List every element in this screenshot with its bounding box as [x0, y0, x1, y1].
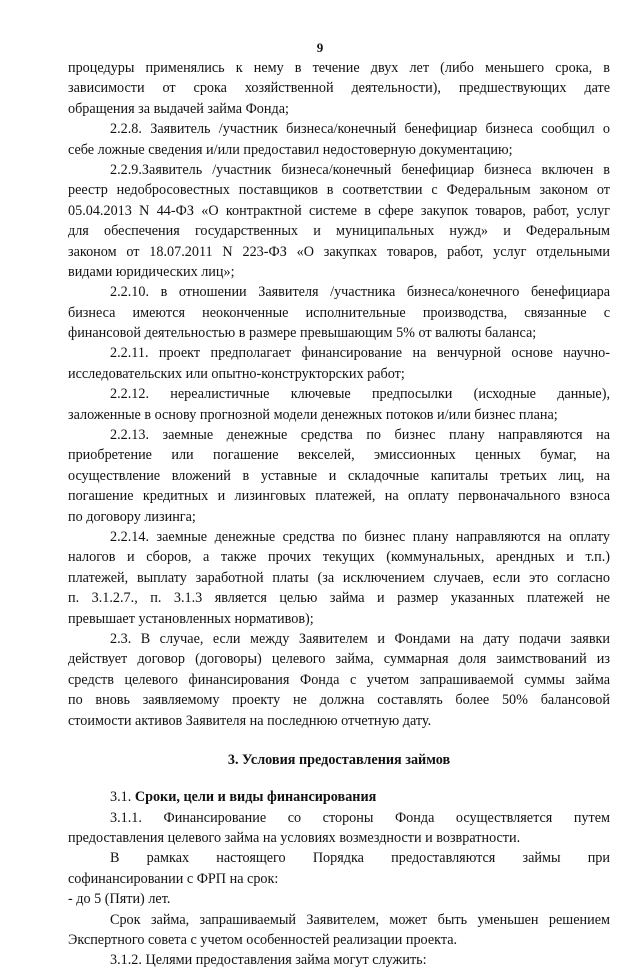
- text-line: превышает установленных нормативов);: [68, 610, 314, 627]
- text-line: 05.04.2013 N 44-ФЗ «О контрактной системе в сфере закупок товаров, работ, услуг: [68, 202, 610, 219]
- text-line: 2.2.11. проект предполагает финансирование на венчурной основе научно-: [110, 345, 610, 362]
- paragraph-frp: [68, 848, 610, 889]
- paragraph-2-2-8: [68, 119, 610, 160]
- text-line: средств целевого финансирования Фонда с учетом запрашиваемой суммы займа: [68, 671, 610, 688]
- text-line: зависимости от срока хозяйственной деятельности), предшествующих дате: [68, 80, 610, 97]
- paragraph-3-1-2: [68, 950, 610, 970]
- paragraph-2-2-9: [68, 160, 610, 282]
- text-line: заложенные в основу прогнозной модели денежных потоков и/или бизнес плана;: [68, 406, 558, 423]
- paragraph-2-2-12: [68, 384, 610, 425]
- paragraph-reduce: [68, 910, 610, 951]
- paragraph-term: [68, 889, 610, 909]
- text-line: законом от 18.07.2011 N 223-ФЗ «О закупках товаров, работ, услуг отдельными: [68, 243, 610, 260]
- document-body: [68, 58, 610, 971]
- paragraph-continuation: [68, 58, 610, 119]
- subsection-3-1-title: [68, 787, 610, 807]
- text-line: 3.1.1. Финансирование со стороны Фонда осуществляется путем: [110, 809, 610, 826]
- text-line: 3.1.2. Целями предоставления займа могут служить:: [110, 952, 427, 969]
- text-line: 2.2.14. заемные денежные средства по бизнес плану направляются на оплату: [110, 528, 610, 545]
- paragraph-2-2-11: [68, 343, 610, 384]
- text-line: процедуры применялись к нему в течение двух лет (либо меньшего срока, в: [68, 60, 610, 76]
- text-line: В рамках настоящего Порядка предоставляются займы при: [110, 850, 610, 867]
- text-line: обращения за выдачей займа Фонда;: [68, 100, 289, 117]
- paragraph-2-2-14: [68, 527, 610, 629]
- text-line: платежей, выплату заработной платы (за исключением случаев, если это согласно: [68, 569, 610, 586]
- text-line: стоимости активов Заявителя на последнюю отчетную дату.: [68, 712, 432, 729]
- section-heading: 3. Условия предоставления займов: [227, 751, 451, 768]
- subsection-heading: [68, 787, 610, 807]
- text-line: для обеспечения государственных и муниципальных нужд» и Федеральным: [68, 223, 610, 240]
- text-line: действует договор (договоры) целевого займа, суммарная доля заимствований из: [68, 651, 610, 668]
- paragraph-2-2-10: [68, 282, 610, 343]
- text-line: бизнеса имеются неоконченные исполнительные производства, связанные с: [68, 304, 610, 321]
- text-line: погашение кредитных и лизинговых платежей, на оплату первоначального взноса: [68, 488, 610, 505]
- text-line: налогов и сборов, а также прочих текущих (коммунальных, арендных и т.п.): [68, 549, 610, 566]
- text-line: 2.2.8. Заявитель /участник бизнеса/конечный бенефициар бизнеса сообщил о: [110, 121, 610, 138]
- text-line: видами юридических лиц»;: [68, 263, 235, 280]
- text-line: 2.2.12. нереалистичные ключевые предпосылки (исходные данные),: [110, 386, 610, 403]
- text-line: исследовательских или опытно-конструкторских работ;: [68, 365, 405, 382]
- subsection-title: Сроки, цели и виды финансирования: [134, 789, 377, 806]
- text-line: 2.2.9.Заявитель /участник бизнеса/конечный бенефициар бизнеса включен в: [110, 161, 610, 178]
- paragraph-2-3: [68, 629, 610, 731]
- text-line: 2.2.13. заемные денежные средства по бизнес плану направляются на: [110, 427, 610, 444]
- text-line: Экспертного совета с учетом особенностей реализации проекта.: [68, 932, 458, 949]
- text-line: себе ложные сведения и/или предоставил недостоверную документацию;: [68, 141, 513, 158]
- text-line: софинансировании с ФРП на срок:: [68, 870, 279, 887]
- text-line: предоставления целевого займа на условиях возмездности и возвратности.: [68, 830, 521, 847]
- text-line: по вновь заявляемому проекту не должна составлять более 50% балансовой: [68, 692, 610, 709]
- text-line: приобретение или погашение векселей, эмиссионных ценных бумаг, на: [68, 447, 610, 464]
- text-line: по договору лизинга;: [68, 508, 196, 525]
- text-line: Срок займа, запрашиваемый Заявителем, может быть уменьшен решением: [110, 911, 610, 928]
- text-line: 2.2.10. в отношении Заявителя /участника бизнеса/конечного бенефициара: [110, 284, 610, 301]
- text-line: - до 5 (Пяти) лет.: [68, 891, 171, 908]
- paragraph-2-2-13: [68, 425, 610, 527]
- paragraph-3-1-1: [68, 808, 610, 849]
- subsection-number: 3.1.: [110, 789, 135, 806]
- page-number: 9: [316, 40, 324, 55]
- text-line: финансовой деятельностью в размере превышающим 5% от валюты баланса;: [68, 325, 537, 342]
- text-line: п. 3.1.2.7., п. 3.1.3 является целью займа и размер указанных платежей не: [68, 590, 610, 607]
- text-line: осуществление вложений в уставные и складочные капиталы третьих лиц, на: [68, 467, 610, 484]
- text-line: 2.3. В случае, если между Заявителем и Фондами на дату подачи заявки: [110, 630, 610, 647]
- text-line: реестр недобросовестных поставщиков в соответствии с Федеральным законом от: [68, 182, 610, 199]
